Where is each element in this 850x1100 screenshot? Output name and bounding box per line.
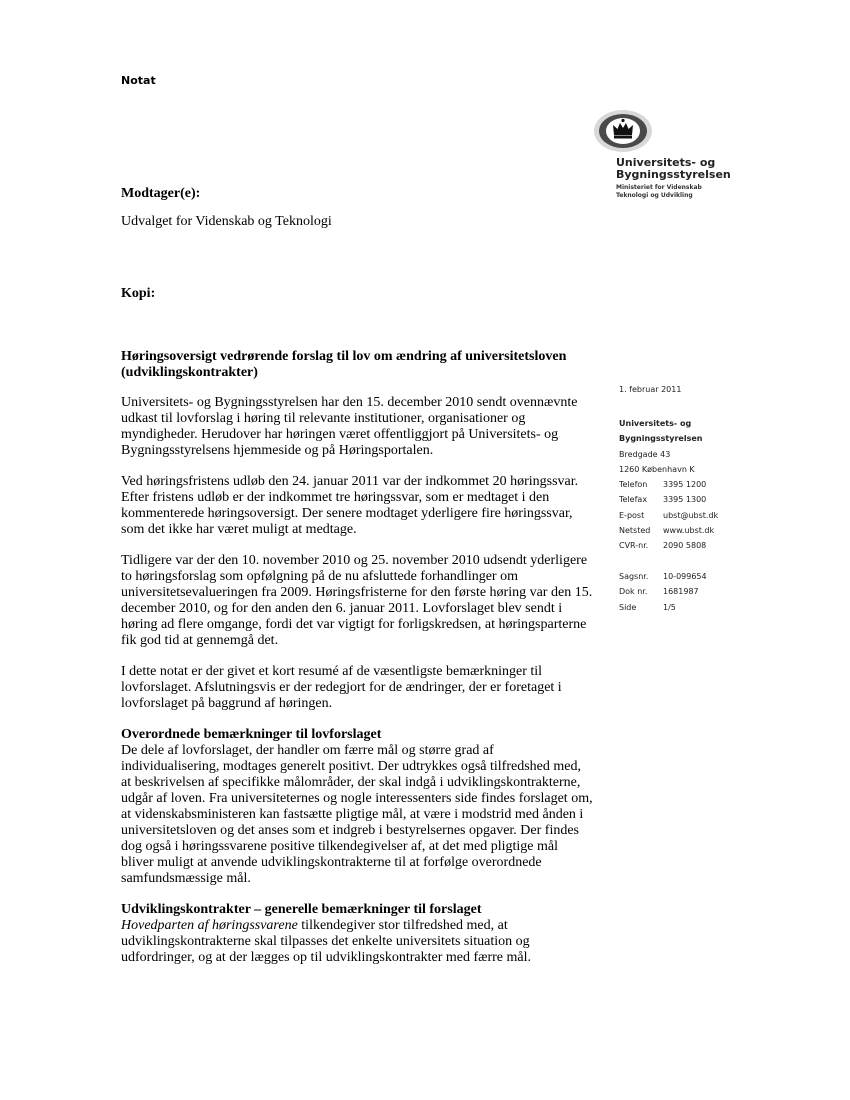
reference-row <box>619 569 707 584</box>
sender-city: 1260 København K <box>619 464 695 474</box>
body-paragraph: I dette notat er der givet et kort resumé af de væsentligste bemærkninger til lovforslaget. Afslutningsvis er der redegjort for de ændringer, der er foretaget i lovforslaget på baggrund af høringen. <box>121 664 562 711</box>
page-number: 1/5 <box>663 602 676 612</box>
section-body <box>121 918 593 966</box>
contact-row <box>619 477 718 492</box>
contact-website: www.ubst.dk <box>663 526 715 536</box>
sender-street: Bredgade 43 <box>619 449 671 459</box>
reference-key: Side <box>619 602 637 612</box>
contact-row <box>619 523 718 538</box>
section-heading: Overordnede bemærkninger til lovforslaget <box>121 727 382 742</box>
memo-title: Høringsoversigt vedrørende forslag til lov om ændring af universitetsloven (udviklingskontrakter) <box>121 349 567 380</box>
section-development-contracts <box>121 902 593 966</box>
recipients-label: Modtager(e): <box>121 186 201 201</box>
crown-emblem-icon <box>593 108 655 154</box>
contact-value: 2090 5808 <box>663 541 707 551</box>
reference-value: 10-099654 <box>663 572 707 581</box>
reference-key: Dok nr. <box>619 587 648 597</box>
document-type-label: Notat <box>121 74 156 87</box>
memo-body <box>121 349 593 981</box>
body-paragraph: Tidligere var der den 10. november 2010 og 25. november 2010 udsendt yderligere to høringsforslag som opfølgning på de nu afsluttede forhandlinger om universitetsevalueringen fra 2009. Høringsfristerne for den første høring var den 15. december 2010, og for den anden den 6. januar 2011. Lovforslaget blev sendt i høring ad flere omgange, fordi det var vigtigt for forligskredsen, at høringsparterne fik god tid at gennemgå det. <box>121 553 593 648</box>
sender-info <box>619 416 718 554</box>
contact-row <box>619 538 718 553</box>
contact-row <box>619 492 718 507</box>
contact-value: 3395 1200 <box>663 480 707 490</box>
contact-row <box>619 508 718 523</box>
memo-date: 1. februar 2011 <box>619 385 682 394</box>
agency-logo <box>593 108 731 200</box>
contact-email: ubst@ubst.dk <box>663 510 719 520</box>
contact-key: Telefax <box>619 495 648 505</box>
contact-value: 3395 1300 <box>663 495 707 505</box>
contact-key: E-post <box>619 510 645 520</box>
section-body-text: tilkendegiver stor tilfredshed med, at udviklingskontrakterne skal tilpasses det enkelte universitets situation og udfordringer, og at der lægges op til udviklingskontrakter med færre mål. <box>121 918 532 965</box>
contact-key: CVR-nr. <box>619 541 649 551</box>
body-paragraph: Ved høringsfristens udløb den 24. januar 2011 var der indkommet 20 høringssvar. Efter fristens udløb er der indkommet tre høringssvar, som er medtaget i den kommenterede høringsoversigt. Der senere modtaget yderligere fire høringssvar, som det ikke har været muligt at medtage. <box>121 474 579 537</box>
copy-label: Kopi: <box>121 286 156 301</box>
case-references <box>619 569 707 615</box>
contact-key: Telefon <box>619 480 648 490</box>
body-paragraph: Universitets- og Bygningsstyrelsen har den 15. december 2010 sendt ovennævnte udkast til lovforslag i høring til relevante institutioner, organisationer og myndigheder. Herudover har høringen været offentliggjort på Universitets- og Bygningsstyrelsens hjemmeside og på Høringsportalen. <box>121 395 578 458</box>
reference-row <box>619 584 707 599</box>
logo-ministry-name: Ministeriet for Videnskab Teknologi og Udvikling <box>616 184 702 199</box>
sender-org-line: Universitets- og <box>619 419 692 428</box>
reference-row <box>619 600 707 615</box>
sender-org-line: Bygningsstyrelsen <box>619 434 703 444</box>
recipients-value: Udvalget for Videnskab og Teknologi <box>121 214 332 229</box>
reference-value: 1681987 <box>663 587 699 597</box>
contact-key: Netsted <box>619 526 651 536</box>
section-heading: Udviklingskontrakter – generelle bemærkninger til forslaget <box>121 902 482 917</box>
section-body-emphasis: Hovedparten af høringssvarene <box>121 918 298 933</box>
logo-agency-name: Universitets- og Bygningsstyrelsen <box>616 156 731 181</box>
reference-key: Sagsnr. <box>619 572 649 581</box>
section-body: De dele af lovforslaget, der handler om færre mål og større grad af individualisering, modtages generelt positivt. Der udtrykkes også tilfredshed med, at beskrivelsen af specifikke målområder, der skal indgå i udviklingskontrakterne, udgår af loven. Fra universiteternes og nogle interessenters side findes forslaget om, at videnskabsministeren kan fastsætte pligtige mål, at være i modstrid med ånden i universitetsloven og det anses som et indgreb i bestyrelsernes opgaver. Der findes dog også i høringssvarene positive tilkendegivelser af, at det med pligtige mål bliver muligt at anvende udviklingskontrakterne til at forfølge overordnede samfundsmæssige mål. <box>121 743 593 886</box>
section-general-remarks <box>121 727 593 887</box>
